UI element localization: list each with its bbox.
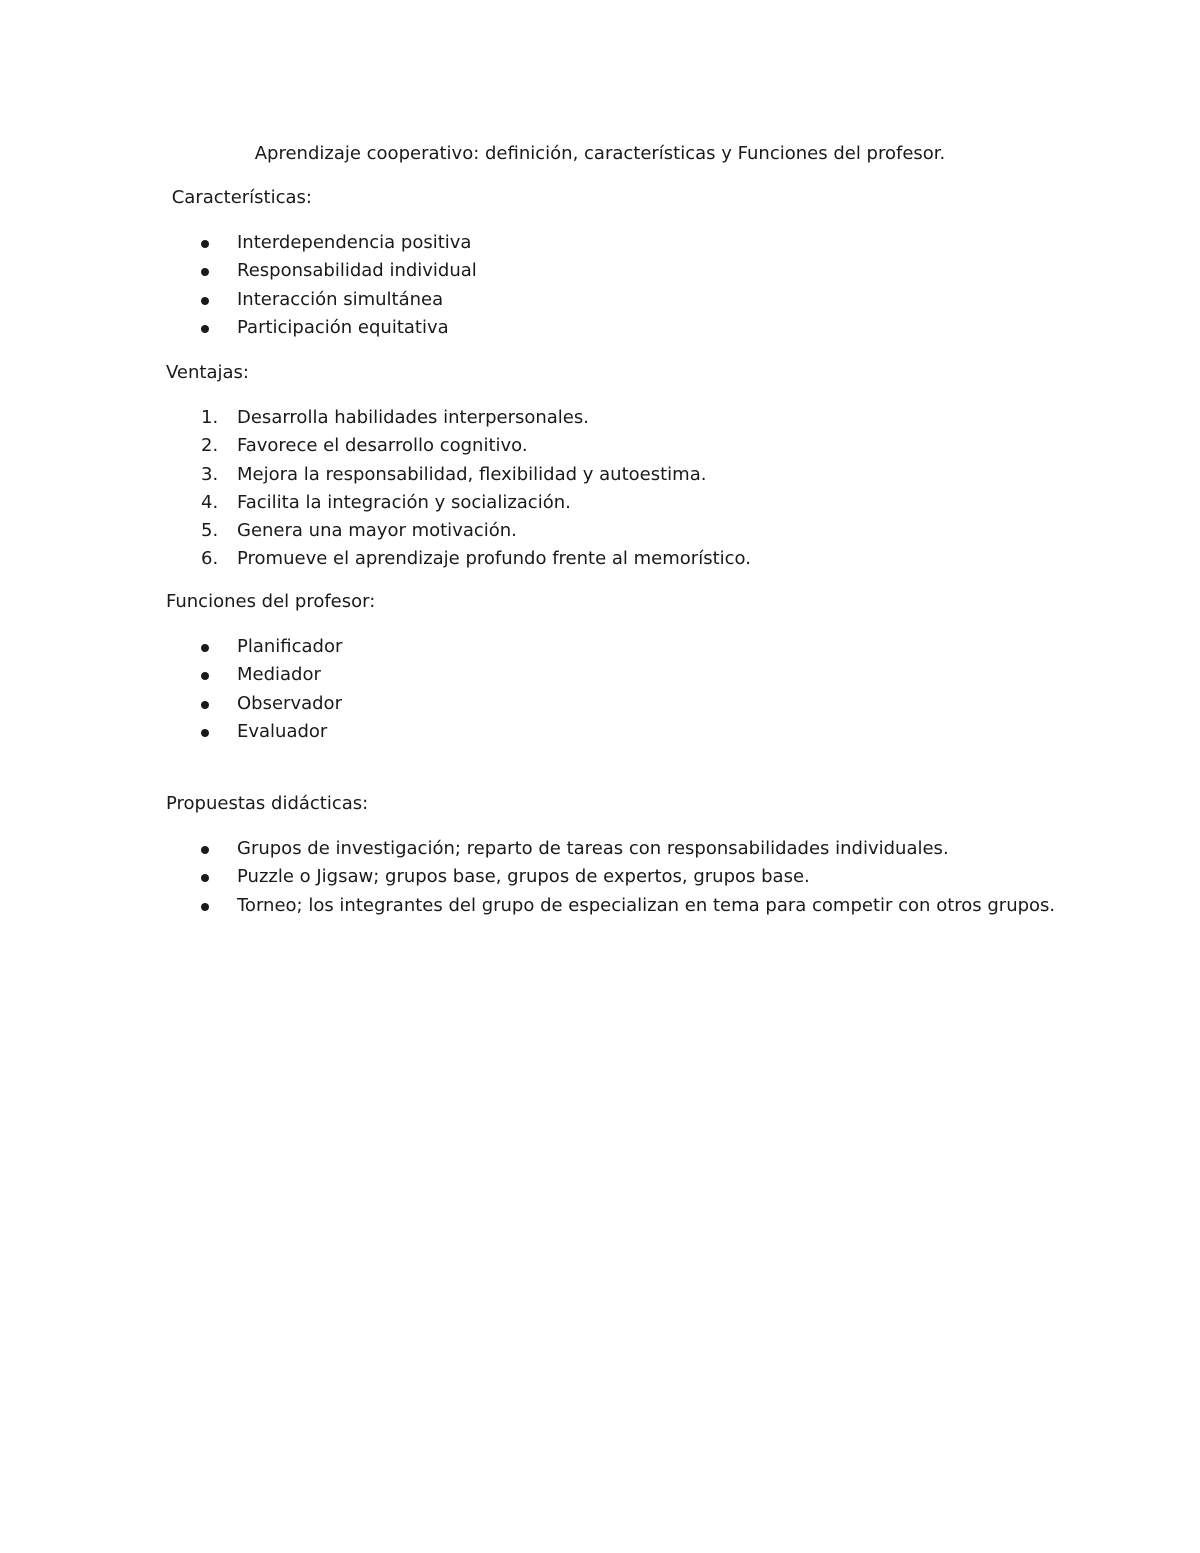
list-item-text: Participación equitativa: [237, 316, 449, 338]
list-item: [166, 863, 1126, 891]
list-item-text: Mediador: [237, 664, 321, 686]
list-item-text: Observador: [237, 692, 342, 714]
bullet-icon: [201, 297, 209, 305]
list-item: [166, 489, 1126, 517]
bullet-icon: [201, 903, 209, 911]
bullet-list-caracteristicas: [166, 229, 1126, 342]
list-item-text: Promueve el aprendizaje profundo frente al memorístico.: [237, 548, 751, 570]
list-item-text: Torneo; los integrantes del grupo de especializan en tema para competir con otros grupos.: [237, 894, 1056, 916]
list-item-text: Interdependencia positiva: [237, 232, 472, 253]
section-funciones: [166, 590, 1126, 746]
list-item: [166, 286, 1126, 314]
list-item: [166, 545, 1126, 573]
list-number: 6.: [201, 548, 219, 570]
section-heading-ventajas: Ventajas:: [166, 362, 249, 383]
bullet-icon: [201, 701, 209, 709]
list-item: [166, 314, 1126, 342]
list-number: 3.: [201, 463, 219, 485]
list-item: [166, 661, 1126, 689]
list-item: [166, 690, 1126, 718]
list-item: [166, 718, 1126, 746]
list-item-text: Puzzle o Jigsaw; grupos base, grupos de expertos, grupos base.: [237, 866, 810, 888]
list-item: [166, 633, 1126, 661]
list-item-text: Genera una mayor motivación.: [237, 520, 517, 542]
list-item: [166, 229, 1126, 257]
list-number: 4.: [201, 491, 219, 513]
bullet-icon: [201, 729, 209, 737]
section-caracteristicas: [166, 186, 1126, 342]
list-item-text: Planificador: [237, 636, 343, 657]
list-item: [166, 835, 1126, 863]
bullet-icon: [201, 325, 209, 333]
bullet-list-propuestas: [166, 835, 1126, 920]
list-item: [166, 432, 1126, 460]
list-item-text: Responsabilidad individual: [237, 260, 477, 282]
list-item-text: Evaluador: [237, 720, 328, 742]
list-item-text: Mejora la responsabilidad, flexibilidad y autoestima.: [237, 463, 707, 485]
list-number: 1.: [201, 407, 219, 428]
list-item-text: Favorece el desarrollo cognitivo.: [237, 435, 528, 457]
bullet-icon: [201, 846, 209, 854]
numbered-list-ventajas: [166, 404, 1126, 574]
list-item-text: Grupos de investigación; reparto de tareas con responsabilidades individuales.: [237, 838, 949, 859]
bullet-icon: [201, 672, 209, 680]
section-heading-funciones: Funciones del profesor:: [166, 591, 376, 612]
section-ventajas: [166, 361, 1126, 574]
list-number: 2.: [201, 435, 219, 457]
bullet-icon: [201, 874, 209, 882]
list-item: [166, 461, 1126, 489]
document-title: Aprendizaje cooperativo: definición, características y Funciones del profesor.: [254, 143, 946, 164]
list-number: 5.: [201, 520, 219, 542]
section-propuestas: [166, 792, 1126, 920]
list-item: [166, 892, 1126, 920]
list-item-text: Interacción simultánea: [237, 288, 444, 310]
bullet-icon: [201, 240, 209, 248]
bullet-icon: [201, 268, 209, 276]
list-item: [166, 404, 1126, 432]
bullet-list-funciones: [166, 633, 1126, 746]
bullet-icon: [201, 644, 209, 652]
list-item: [166, 257, 1126, 285]
section-heading-propuestas: Propuestas didácticas:: [166, 793, 369, 814]
list-item-text: Desarrolla habilidades interpersonales.: [237, 407, 589, 428]
list-item: [166, 517, 1126, 545]
list-item-text: Facilita la integración y socialización.: [237, 491, 571, 513]
section-heading-caracteristicas: Características:: [166, 187, 312, 208]
